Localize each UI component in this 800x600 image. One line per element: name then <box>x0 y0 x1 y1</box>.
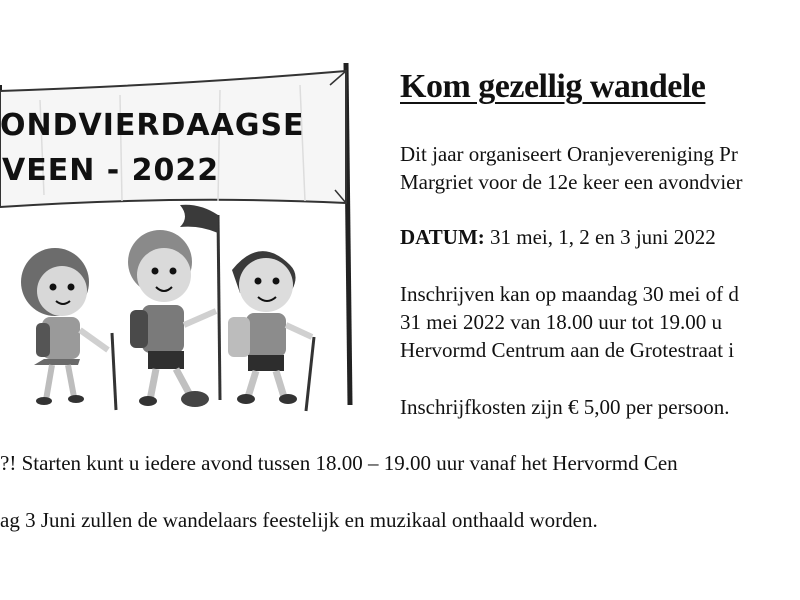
intro-line-1: Dit jaar organiseert Oranjevereniging Pr <box>400 142 738 166</box>
child-flag-bearer <box>128 205 220 407</box>
child-boy <box>228 251 314 411</box>
start-info: ?! Starten kunt u iedere avond tussen 18.00 – 19.00 uur vanaf het Hervormd Cen <box>0 451 678 475</box>
registration-line-2: 31 mei 2022 van 18.00 uur tot 19.00 u <box>400 310 722 334</box>
registration-line-1: Inschrijven kan op maandag 30 mei of d <box>400 282 739 306</box>
cost-paragraph: Inschrijfkosten zijn € 5,00 per persoon. <box>400 395 730 419</box>
page-title: Kom gezellig wandele <box>400 68 706 105</box>
banner-line-2: VEEN - 2022 <box>2 153 220 188</box>
banner <box>0 71 346 207</box>
registration-line-3: Hervormd Centrum aan de Grotestraat i <box>400 338 735 362</box>
date-paragraph <box>400 223 716 251</box>
child-girl <box>21 248 116 410</box>
walking-children-illustration <box>0 55 370 415</box>
intro-paragraph <box>400 140 742 196</box>
date-label: DATUM: <box>400 225 485 249</box>
intro-line-2: Margriet voor de 12e keer een avondvier <box>400 170 743 194</box>
date-value: 31 mei, 1, 2 en 3 juni 2022 <box>484 225 716 249</box>
finish-info: ag 3 Juni zullen de wandelaars feestelijk en muzikaal onthaald worden. <box>0 508 598 532</box>
registration-paragraph <box>400 280 739 364</box>
banner-line-1: ONDVIERDAAGSE <box>0 108 305 143</box>
flag-icon <box>180 205 218 233</box>
